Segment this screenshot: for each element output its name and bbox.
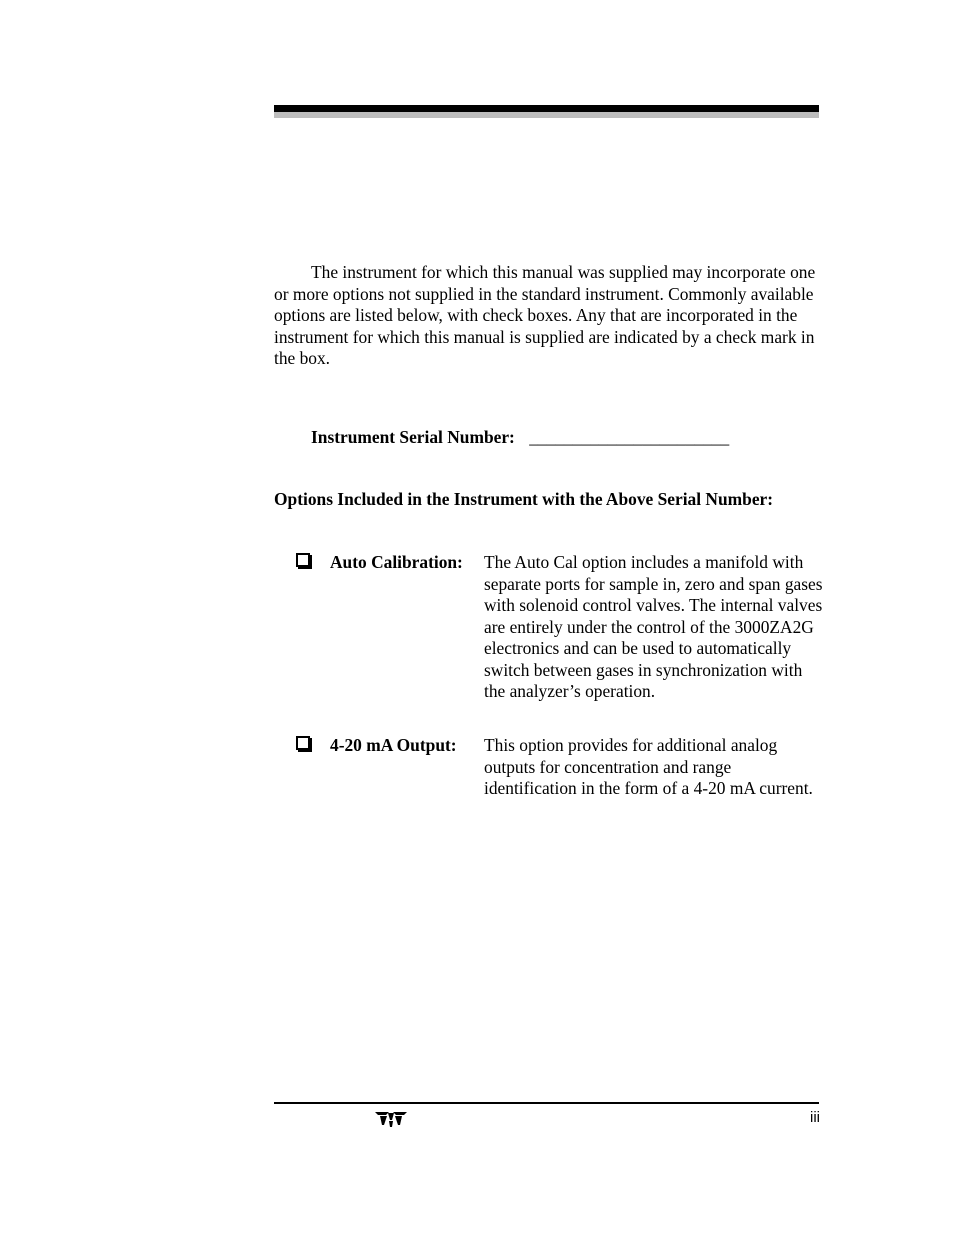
footer-rule [274, 1102, 819, 1104]
option-label: Auto Calibration: [330, 552, 463, 572]
option-description: This option provides for additional analog outputs for concentration and range identification in the form of a 4-20 mA current. [484, 735, 813, 798]
option-description: The Auto Cal option includes a manifold with separate ports for sample in, zero and span gases with solenoid control valves. The internal valves are entirely under the control of the 3000ZA2G electronics and can be used to automatically switch between gases in synchronization with the analyzer’s operation. [484, 552, 823, 701]
option-label: 4-20 mA Output: [330, 735, 457, 755]
serial-number-row [311, 426, 729, 448]
header-rule [274, 105, 819, 112]
page-number: iii [810, 1109, 820, 1126]
serial-number-label: Instrument Serial Number: [311, 427, 515, 447]
header-rule-shadow [274, 112, 819, 118]
serial-number-blank: _______________________ [529, 427, 730, 447]
intro-paragraph: The instrument for which this manual was supplied may incorporate one or more options not supplied in the standard instrument. Commonly available options are listed below, with check boxes. Any that are incorporated in the instrument for which this manual is supplied are indicated by a check mark in the box. [274, 262, 816, 368]
options-heading: Options Included in the Instrument with the Above Serial Number: [274, 489, 774, 509]
checkbox-4-20ma-output[interactable] [296, 736, 310, 750]
teledyne-logo-icon [373, 1108, 409, 1130]
checkbox-auto-calibration[interactable] [296, 553, 310, 567]
